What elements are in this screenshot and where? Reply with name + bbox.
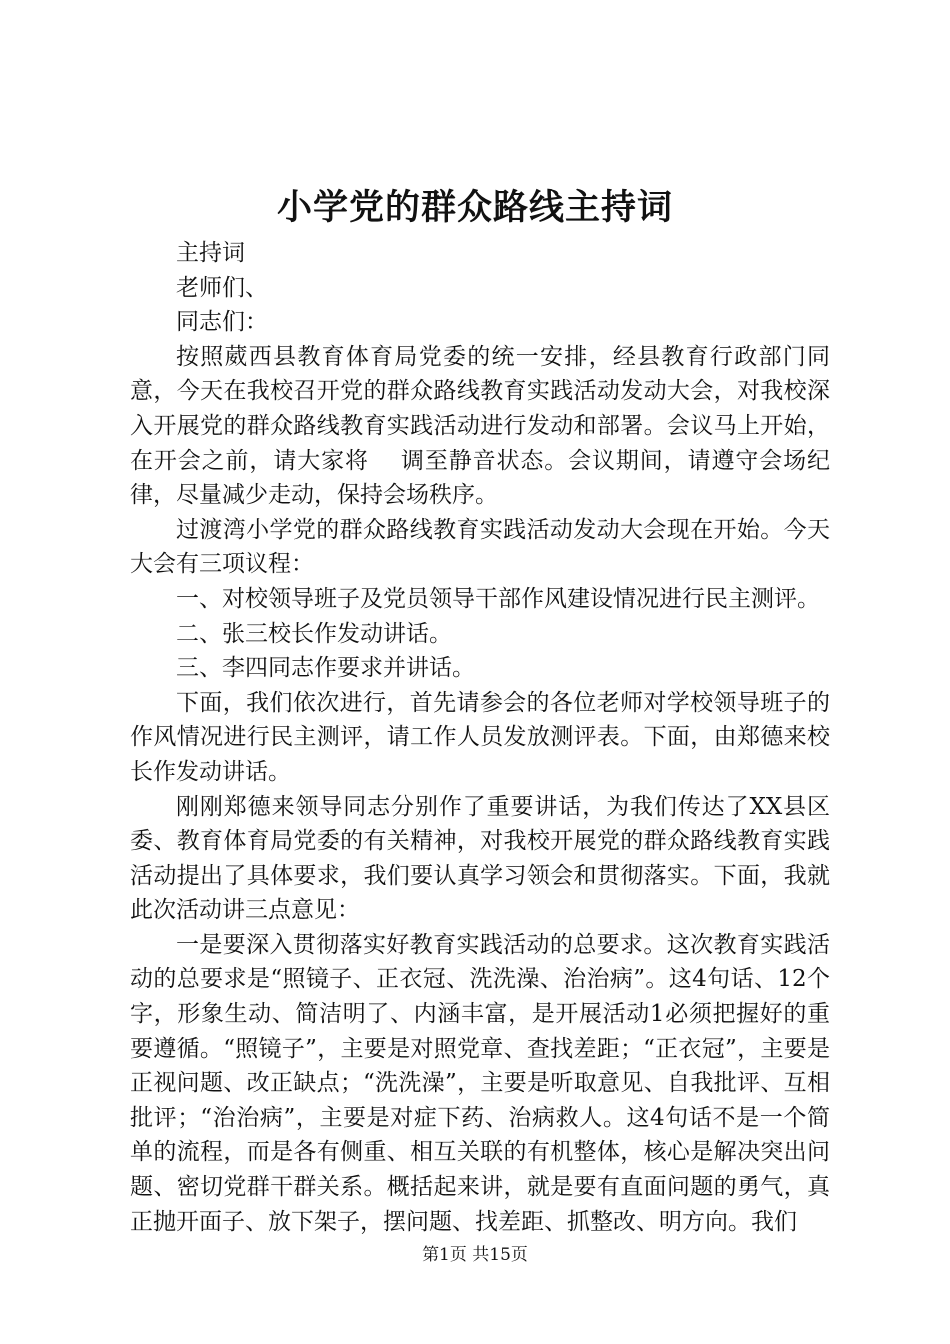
paragraph-meeting-start: 过渡湾小学党的群众路线教育实践活动发动大会现在开始。今天大会有三项议程：	[130, 516, 830, 578]
paragraph-heading: 主持词	[176, 240, 245, 266]
paragraph-agenda-1: 一、对校领导班子及党员领导干部作风建设情况进行民主测评。	[176, 585, 820, 612]
page-footer: 第1页 共15页	[422, 1245, 528, 1265]
paragraph-salutation-comrades: 同志们：	[176, 309, 268, 336]
paragraph-opening: 按照葳西县教育体育局党委的统一安排，经县教育行政部门同意，今天在我校召开党的群众路线教育实践活动发动大会，对我校深入开展党的群众路线教育实践活动进行发动和部署。会议马上开始，在开会之前，请大家将 调至静音状态。会议期间，请遵守会场纪律，尽量减少走动，保持会场秩序。	[130, 343, 830, 509]
document-body	[130, 236, 830, 1239]
paragraph-agenda-2: 二、张三校长作发动讲话。	[176, 620, 452, 647]
document-title: 小学党的群众路线主持词	[276, 187, 673, 228]
paragraph-speech-summary: 刚刚郑德来领导同志分别作了重要讲话，为我们传达了XX县区委、教育体育局党委的有关精神，对我校开展党的群众路线教育实践活动提出了具体要求，我们要认真学习领会和贯彻落实。下面，我就此次活动讲三点意见：	[130, 793, 830, 924]
paragraph-agenda-3: 三、李四同志作要求并讲话。	[176, 655, 475, 682]
paragraph-salutation-teachers: 老师们、	[176, 274, 268, 301]
paragraph-evaluation: 下面，我们依次进行，首先请参会的各位老师对学校领导班子的作风情况进行民主测评，请工作人员发放测评表。下面，由郑德来校长作发动讲话。	[130, 689, 830, 785]
paragraph-requirement-one: 一是要深入贯彻落实好教育实践活动的总要求。这次教育实践活动的总要求是“照镜子、正衣冠、洗洗澡、治治病”。这4句话、12个字，形象生动、简洁明了、内涵丰富，是开展活动1必须把握好的重要遵循。“照镜子”，主要是对照党章、查找差距；“正衣冠”，主要是正视问题、改正缺点；“洗洗澡”，主要是听取意见、自我批评、互相批评；“治治病”，主要是对症下药、治病救人。这4句话不是一个简单的流程，而是各有侧重、相互关联的有机整体，核心是解决突出问题、密切党群干群关系。概括起来讲，就是要有直面问题的勇气，真正抛开面子、放下架子，摆问题、找差距、抓整改、明方向。我们	[130, 931, 830, 1235]
